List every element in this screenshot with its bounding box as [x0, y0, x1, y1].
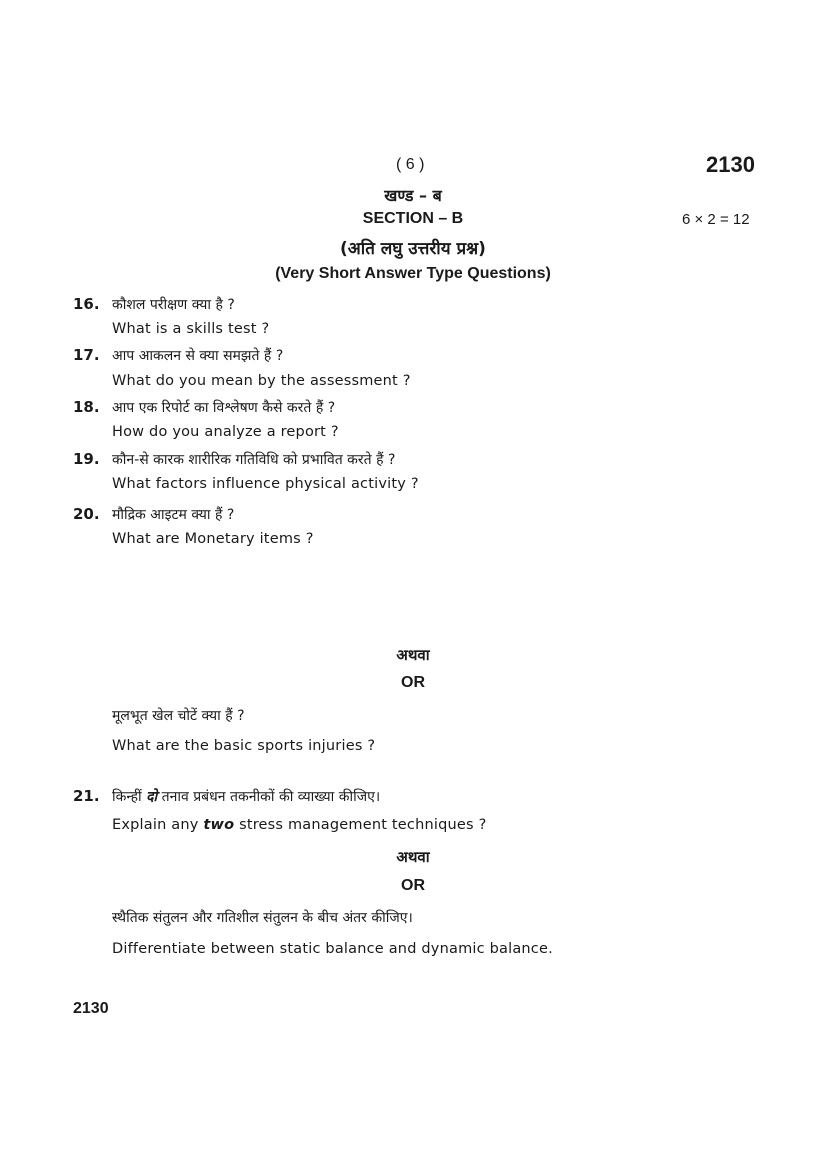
question-text-hindi: कौशल परीक्षण क्या है ? — [112, 297, 235, 313]
question-text-english: How do you analyze a report ? — [112, 424, 339, 440]
question-number: 17. — [73, 346, 100, 364]
question-text-hindi — [112, 787, 380, 806]
subtitle-hindi: (अति लघु उत्तरीय प्रश्न) — [340, 239, 486, 259]
section-title: SECTION – B — [362, 210, 464, 227]
alternative-question-english: What are the basic sports injuries ? — [112, 738, 376, 754]
question-number: 16. — [73, 295, 100, 313]
or-divider: OR — [401, 877, 425, 894]
question-text-english: What is a skills test ? — [112, 321, 270, 337]
question-text-hindi: आप एक रिपोर्ट का विश्लेषण कैसे करते हैं ? — [112, 400, 336, 416]
question-text-hindi: मौद्रिक आइटम क्या हैं ? — [112, 507, 235, 523]
hindi-emphasis: दो — [146, 789, 158, 805]
section-title-hindi: खण्ड – ब — [384, 186, 442, 205]
question-text-hindi: आप आकलन से क्या समझते हैं ? — [112, 348, 284, 364]
english-post: stress management techniques ? — [239, 817, 487, 833]
paper-code-top: 2130 — [706, 152, 755, 177]
question-number: 18. — [73, 398, 100, 416]
or-divider-hindi: अथवा — [396, 646, 430, 664]
alternative-question-english: Differentiate between static balance and dynamic balance. — [112, 941, 553, 957]
question-text-english: What do you mean by the assessment ? — [112, 373, 411, 389]
hindi-pre: किन्हीं — [112, 789, 142, 805]
question-text-hindi: कौन-से कारक शारीरिक गतिविधि को प्रभावित करते हैं ? — [112, 452, 396, 468]
alternative-question-hindi: मूलभूत खेल चोटें क्या हैं ? — [112, 708, 245, 724]
question-text-english: What are Monetary items ? — [112, 531, 314, 547]
or-divider: OR — [401, 674, 425, 691]
english-emphasis: two — [203, 817, 235, 833]
marks-allocation: 6 × 2 = 12 — [682, 211, 750, 228]
question-text-english — [112, 817, 487, 833]
question-number: 21. — [73, 787, 100, 805]
question-number: 20. — [73, 505, 100, 523]
question-text-english: What factors influence physical activity ? — [112, 476, 419, 492]
alternative-question-hindi: स्थैतिक संतुलन और गतिशील संतुलन के बीच अंतर कीजिए। — [112, 910, 413, 926]
english-pre: Explain any — [112, 817, 199, 833]
page-number: ( 6 ) — [396, 156, 425, 173]
or-divider-hindi: अथवा — [396, 848, 430, 866]
subtitle-english: (Very Short Answer Type Questions) — [275, 265, 551, 282]
hindi-post: तनाव प्रबंधन तकनीकों की व्याख्या कीजिए। — [161, 789, 381, 805]
question-number: 19. — [73, 450, 100, 468]
paper-code-bottom: 2130 — [73, 1000, 109, 1017]
